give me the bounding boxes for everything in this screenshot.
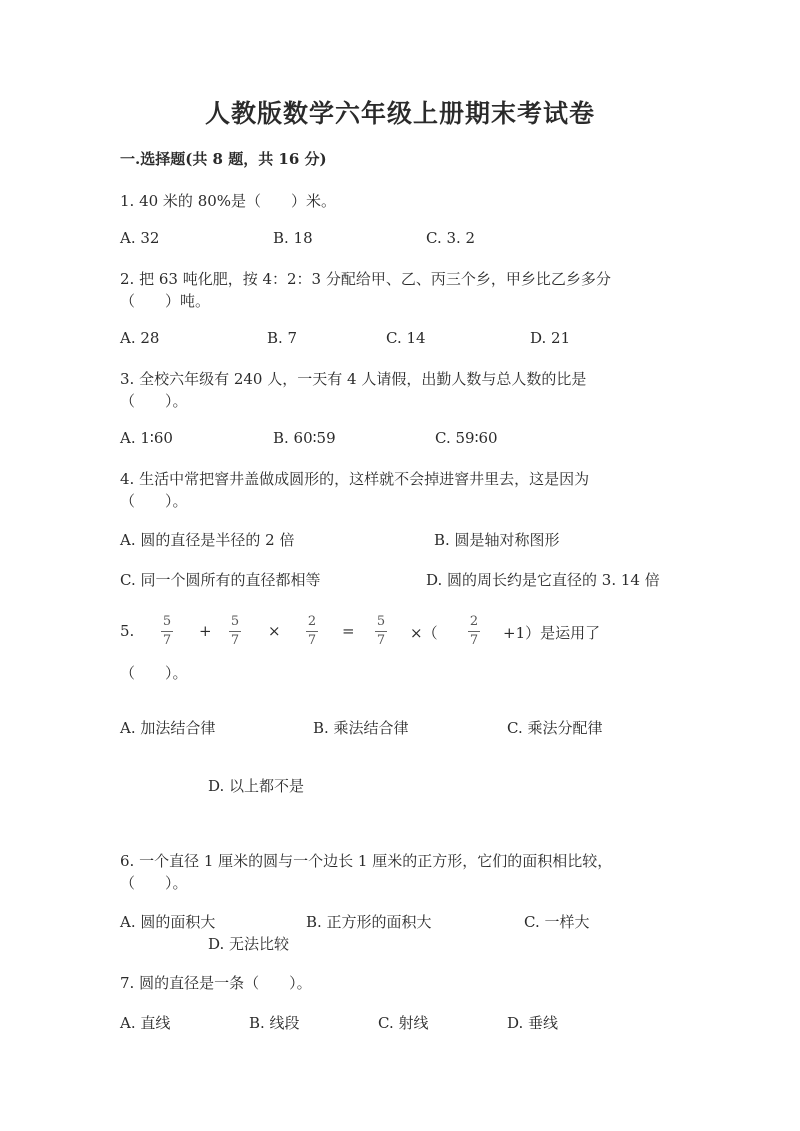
fraction-3-denominator: 7 — [307, 633, 317, 648]
fraction-4-denominator: 7 — [376, 633, 386, 648]
fraction-1-bar — [161, 631, 173, 632]
question-6-option-d: D. 无法比较 — [208, 935, 290, 953]
fraction-2-numerator: 5 — [230, 614, 240, 629]
fraction-2 — [228, 614, 242, 649]
fraction-4 — [374, 614, 388, 649]
times-sign: × — [268, 622, 281, 640]
question-3-option-b: B. 60∶59 — [273, 429, 336, 447]
fraction-5 — [467, 614, 481, 649]
question-6-text-line2: （ ）。 — [120, 874, 188, 892]
question-7-option-c: C. 射线 — [378, 1014, 429, 1032]
question-3-text-line2: （ ）。 — [120, 392, 188, 410]
question-1-option-c: C. 3. 2 — [426, 229, 476, 247]
question-6-option-c: C. 一样大 — [524, 913, 590, 931]
fraction-1-numerator: 5 — [162, 614, 172, 629]
fraction-3-numerator: 2 — [307, 614, 317, 629]
question-7-option-b: B. 线段 — [249, 1014, 300, 1032]
question-5-option-d: D. 以上都不是 — [208, 777, 305, 795]
question-3-option-c: C. 59∶60 — [435, 429, 498, 447]
fraction-5-bar — [468, 631, 480, 632]
times-paren: ×（ — [410, 624, 438, 642]
fraction-5-numerator: 2 — [469, 614, 479, 629]
question-4-option-a: A. 圆的直径是半径的 2 倍 — [120, 531, 295, 549]
question-6-text: 6. 一个直径 1 厘米的圆与一个边长 1 厘米的正方形，它们的面积相比较， — [120, 852, 613, 870]
question-2-text: 2. 把 63 吨化肥，按 4：2：3 分配给甲、乙、丙三个乡，甲乡比乙乡多分 — [120, 270, 611, 288]
fraction-3-bar — [306, 631, 318, 632]
question-6-option-a: A. 圆的面积大 — [120, 913, 216, 931]
question-4-option-c: C. 同一个圆所有的直径都相等 — [120, 571, 321, 589]
fraction-2-bar — [229, 631, 241, 632]
section-heading: 一.选择题(共 8 题，共 16 分) — [120, 150, 327, 168]
fraction-4-numerator: 5 — [376, 614, 386, 629]
fraction-1 — [160, 614, 174, 649]
page-title: 人教版数学六年级上册期末考试卷 — [204, 99, 595, 128]
plus-sign: + — [199, 622, 212, 640]
question-5-text-line2: （ ）。 — [120, 664, 188, 682]
question-4-text: 4. 生活中常把窨井盖做成圆形的，这样就不会掉进窨井里去，这是因为 — [120, 470, 590, 488]
question-1-option-b: B. 18 — [273, 229, 313, 247]
question-4-option-d: D. 圆的周长约是它直径的 3. 14 倍 — [426, 571, 660, 589]
question-4-option-b: B. 圆是轴对称图形 — [434, 531, 560, 549]
question-2-option-c: C. 14 — [386, 329, 426, 347]
question-5-option-a: A. 加法结合律 — [120, 719, 216, 737]
question-5-suffix: +1）是运用了 — [503, 624, 601, 642]
question-2-option-a: A. 28 — [120, 329, 160, 347]
question-2-option-b: B. 7 — [267, 329, 298, 347]
fraction-3 — [305, 614, 319, 649]
fraction-2-denominator: 7 — [230, 633, 240, 648]
question-7-option-d: D. 垂线 — [507, 1014, 559, 1032]
question-5-number: 5. — [120, 622, 135, 640]
question-7-option-a: A. 直线 — [120, 1014, 171, 1032]
question-4-text-line2: （ ）。 — [120, 492, 188, 510]
equals-sign: = — [342, 622, 355, 640]
fraction-4-bar — [375, 631, 387, 632]
question-5-option-b: B. 乘法结合律 — [313, 719, 409, 737]
question-2-option-d: D. 21 — [530, 329, 571, 347]
fraction-5-denominator: 7 — [469, 633, 479, 648]
question-7-text: 7. 圆的直径是一条（ ）。 — [120, 974, 312, 992]
question-1-option-a: A. 32 — [120, 229, 160, 247]
question-3-text: 3. 全校六年级有 240 人，一天有 4 人请假，出勤人数与总人数的比是 — [120, 370, 587, 388]
question-3-option-a: A. 1∶60 — [120, 429, 173, 447]
question-6-option-b: B. 正方形的面积大 — [306, 913, 432, 931]
fraction-1-denominator: 7 — [162, 633, 172, 648]
question-2-text-line2: （ ）吨。 — [120, 292, 211, 310]
question-5-option-c: C. 乘法分配律 — [507, 719, 603, 737]
question-1-text: 1. 40 米的 80%是（ ）米。 — [120, 192, 337, 210]
